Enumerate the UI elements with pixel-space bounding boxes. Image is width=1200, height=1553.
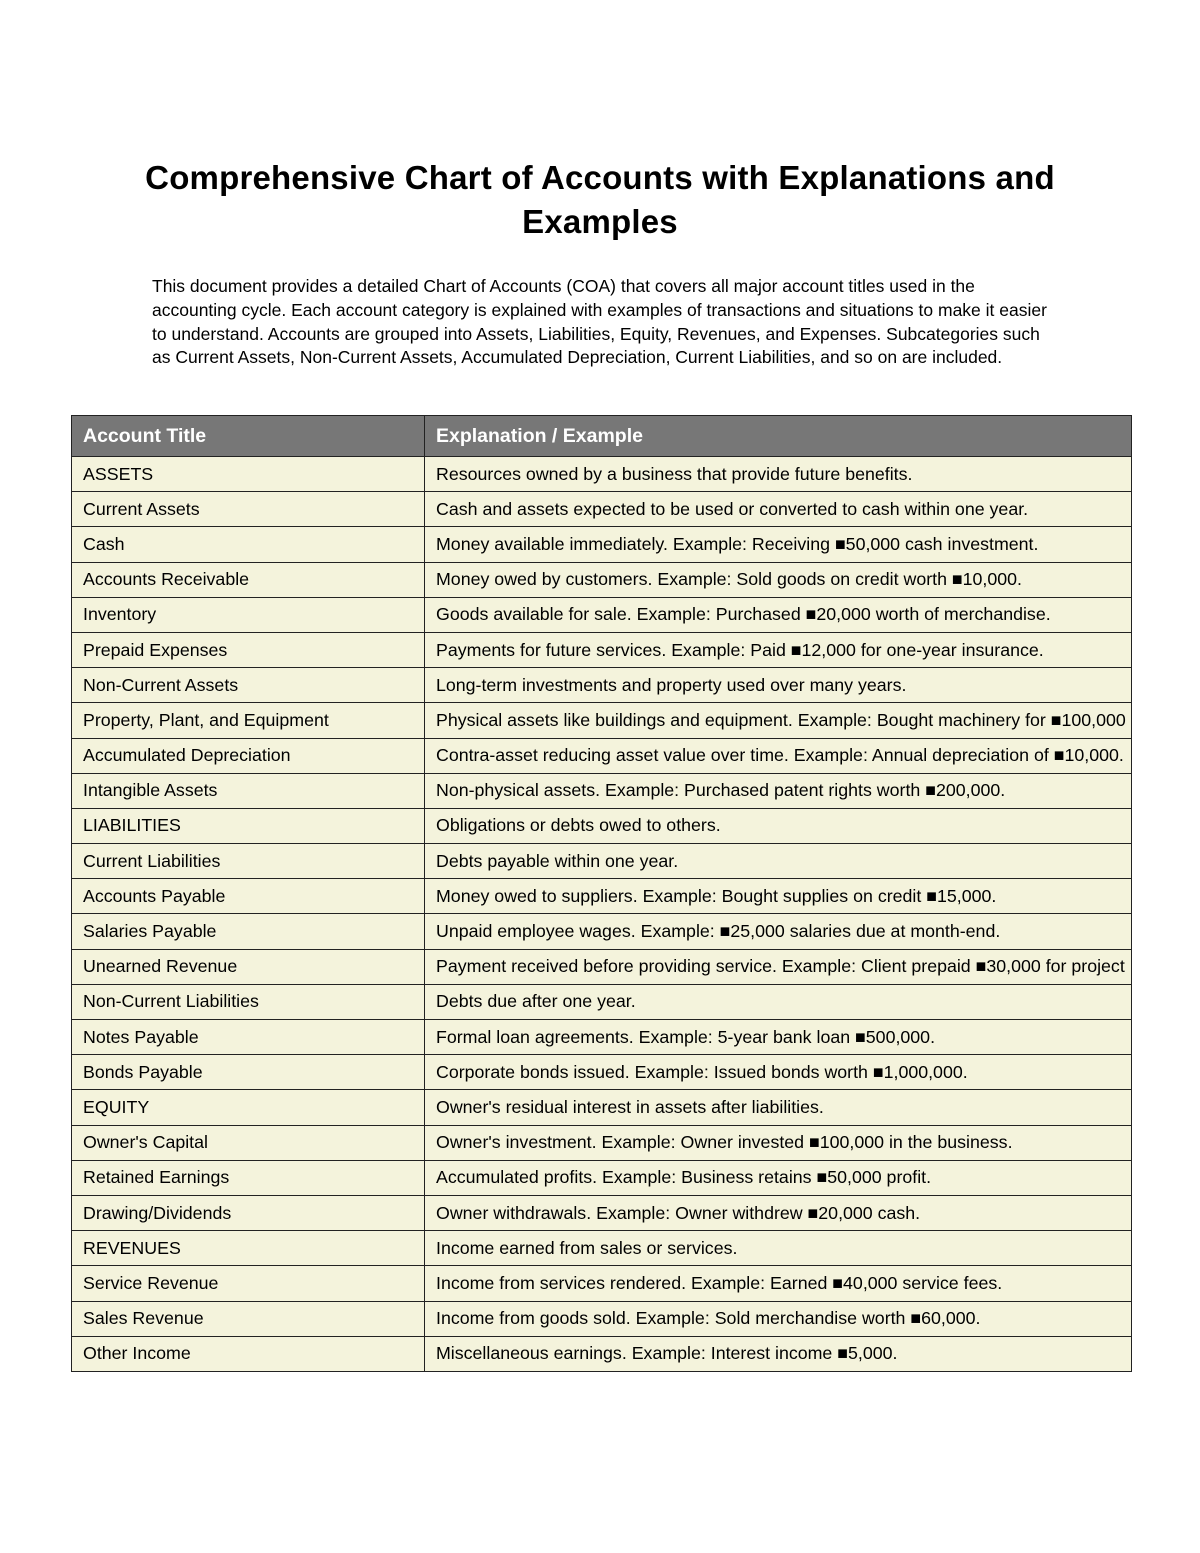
account-title-cell: EQUITY — [72, 1090, 425, 1125]
account-title-cell: Notes Payable — [72, 1020, 425, 1055]
explanation-cell: Income earned from sales or services. — [425, 1231, 1132, 1266]
table-body — [72, 457, 1132, 1372]
account-title-cell: Prepaid Expenses — [72, 632, 425, 667]
account-title-cell: Drawing/Dividends — [72, 1195, 425, 1230]
table-row — [72, 1336, 1132, 1371]
explanation-cell: Formal loan agreements. Example: 5-year bank loan ■500,000. — [425, 1020, 1132, 1055]
explanation-cell: Unpaid employee wages. Example: ■25,000 salaries due at month-end. — [425, 914, 1132, 949]
account-title-cell: Other Income — [72, 1336, 425, 1371]
column-header-explanation: Explanation / Example — [425, 416, 1132, 457]
table-row — [72, 949, 1132, 984]
table-row — [72, 668, 1132, 703]
explanation-cell: Miscellaneous earnings. Example: Interest income ■5,000. — [425, 1336, 1132, 1371]
table-row — [72, 597, 1132, 632]
explanation-cell: Income from goods sold. Example: Sold merchandise worth ■60,000. — [425, 1301, 1132, 1336]
table-row — [72, 808, 1132, 843]
account-title-cell: Salaries Payable — [72, 914, 425, 949]
table-row — [72, 562, 1132, 597]
table-header-row — [72, 416, 1132, 457]
account-title-cell: ASSETS — [72, 457, 425, 492]
account-title-cell: Cash — [72, 527, 425, 562]
table-row — [72, 1195, 1132, 1230]
column-header-account-title: Account Title — [72, 416, 425, 457]
explanation-cell: Accumulated profits. Example: Business retains ■50,000 profit. — [425, 1160, 1132, 1195]
explanation-cell: Long-term investments and property used over many years. — [425, 668, 1132, 703]
explanation-cell: Money owed by customers. Example: Sold goods on credit worth ■10,000. — [425, 562, 1132, 597]
table-row — [72, 1125, 1132, 1160]
explanation-cell: Physical assets like buildings and equipment. Example: Bought machinery for ■100,000 — [425, 703, 1132, 738]
account-title-cell: Accounts Receivable — [72, 562, 425, 597]
account-title-cell: Property, Plant, and Equipment — [72, 703, 425, 738]
table-row — [72, 703, 1132, 738]
explanation-cell: Cash and assets expected to be used or converted to cash within one year. — [425, 492, 1132, 527]
explanation-cell: Payment received before providing service. Example: Client prepaid ■30,000 for project — [425, 949, 1132, 984]
table-row — [72, 457, 1132, 492]
table-row — [72, 492, 1132, 527]
table-row — [72, 527, 1132, 562]
table-row — [72, 1160, 1132, 1195]
account-title-cell: Owner's Capital — [72, 1125, 425, 1160]
explanation-cell: Owner withdrawals. Example: Owner withdrew ■20,000 cash. — [425, 1195, 1132, 1230]
explanation-cell: Corporate bonds issued. Example: Issued bonds worth ■1,000,000. — [425, 1055, 1132, 1090]
explanation-cell: Owner's residual interest in assets after liabilities. — [425, 1090, 1132, 1125]
account-title-cell: Non-Current Assets — [72, 668, 425, 703]
table-row — [72, 1231, 1132, 1266]
page-title: Comprehensive Chart of Accounts with Explanations and Examples — [145, 159, 1055, 240]
table-row — [72, 773, 1132, 808]
table-row — [72, 914, 1132, 949]
table-row — [72, 1020, 1132, 1055]
table-row — [72, 1090, 1132, 1125]
table-row — [72, 844, 1132, 879]
account-title-cell: Non-Current Liabilities — [72, 984, 425, 1019]
account-title-cell: Inventory — [72, 597, 425, 632]
account-title-cell: Intangible Assets — [72, 773, 425, 808]
account-title-cell: REVENUES — [72, 1231, 425, 1266]
account-title-cell: Accumulated Depreciation — [72, 738, 425, 773]
explanation-cell: Goods available for sale. Example: Purchased ■20,000 worth of merchandise. — [425, 597, 1132, 632]
table-row — [72, 1266, 1132, 1301]
explanation-cell: Owner's investment. Example: Owner invested ■100,000 in the business. — [425, 1125, 1132, 1160]
explanation-cell: Contra-asset reducing asset value over time. Example: Annual depreciation of ■10,000. — [425, 738, 1132, 773]
table-row — [72, 738, 1132, 773]
account-title-cell: Unearned Revenue — [72, 949, 425, 984]
account-title-cell: Current Assets — [72, 492, 425, 527]
account-title-cell: Accounts Payable — [72, 879, 425, 914]
explanation-cell: Money available immediately. Example: Receiving ■50,000 cash investment. — [425, 527, 1132, 562]
explanation-cell: Debts due after one year. — [425, 984, 1132, 1019]
explanation-cell: Resources owned by a business that provide future benefits. — [425, 457, 1132, 492]
account-title-cell: Service Revenue — [72, 1266, 425, 1301]
explanation-cell: Obligations or debts owed to others. — [425, 808, 1132, 843]
intro-paragraph: This document provides a detailed Chart of Accounts (COA) that covers all major account titles used in the accounting cycle. Each account category is explained with examples of transactions and situations to make it easier to understand. Accounts are grouped into Assets, Liabilities, Equity, Revenues, and Expenses. Subcategories such as Current Assets, Non-Current Assets, Accumulated Depreciation, Current Liabilities, and so on are included. — [152, 276, 1047, 368]
table-row — [72, 632, 1132, 667]
account-title-cell: Bonds Payable — [72, 1055, 425, 1090]
account-title-cell: Retained Earnings — [72, 1160, 425, 1195]
explanation-cell: Money owed to suppliers. Example: Bought supplies on credit ■15,000. — [425, 879, 1132, 914]
account-title-cell: Sales Revenue — [72, 1301, 425, 1336]
explanation-cell: Non-physical assets. Example: Purchased patent rights worth ■200,000. — [425, 773, 1132, 808]
table-row — [72, 984, 1132, 1019]
account-title-cell: Current Liabilities — [72, 844, 425, 879]
table-row — [72, 879, 1132, 914]
account-title-cell: LIABILITIES — [72, 808, 425, 843]
explanation-cell: Debts payable within one year. — [425, 844, 1132, 879]
explanation-cell: Income from services rendered. Example: Earned ■40,000 service fees. — [425, 1266, 1132, 1301]
explanation-cell: Payments for future services. Example: Paid ■12,000 for one-year insurance. — [425, 632, 1132, 667]
chart-of-accounts-table — [71, 415, 1132, 1372]
table-row — [72, 1055, 1132, 1090]
table-row — [72, 1301, 1132, 1336]
